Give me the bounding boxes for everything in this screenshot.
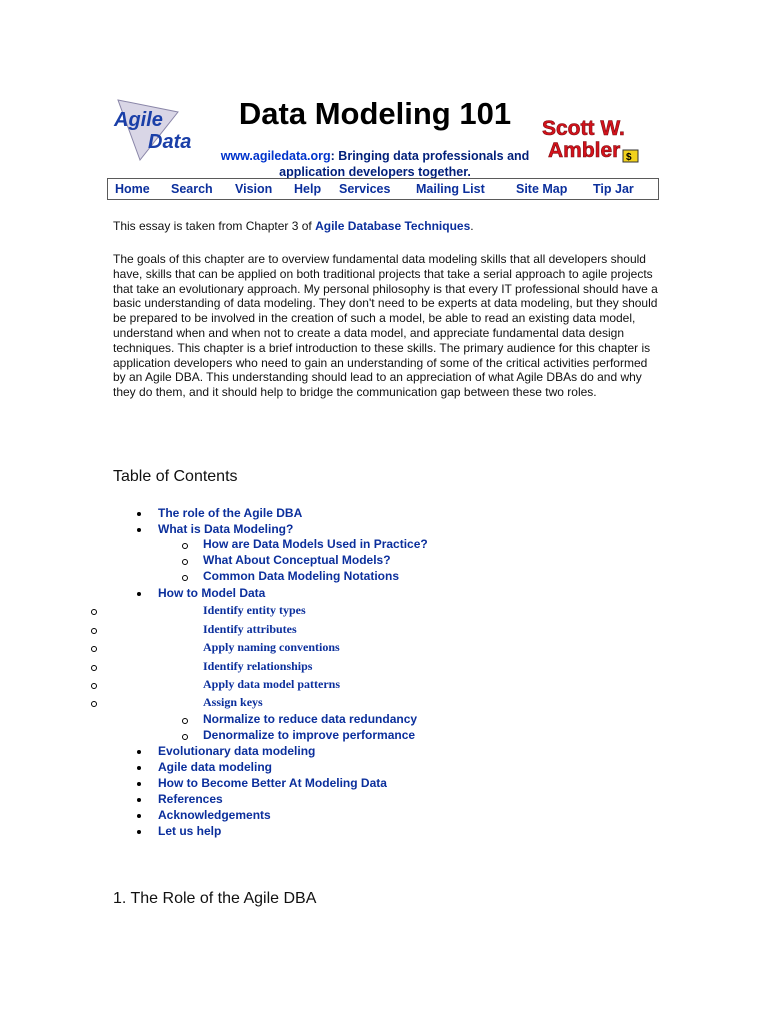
toc-item[interactable]: The role of the Agile DBA — [158, 506, 303, 520]
agile-data-logo[interactable] — [110, 98, 202, 162]
svg-text:$: $ — [626, 152, 632, 163]
logo-data-word: Data — [148, 131, 192, 153]
toc-subitem[interactable]: Denormalize to improve performance — [203, 728, 416, 742]
book-link[interactable]: Agile Database Techniques — [315, 219, 471, 233]
intro-suffix: . — [470, 219, 474, 233]
nav-search[interactable]: Search — [171, 182, 213, 196]
toc-item[interactable]: What is Data Modeling? — [158, 522, 294, 536]
bullet-icon — [137, 750, 141, 754]
toc-item[interactable]: Acknowledgements — [158, 808, 271, 822]
toc-heading: Table of Contents — [113, 468, 238, 485]
toc-item[interactable]: Agile data modeling — [158, 760, 273, 774]
nav-tip-jar[interactable]: Tip Jar — [593, 182, 634, 196]
circle-bullet-icon — [91, 701, 97, 707]
toc-item[interactable]: Evolutionary data modeling — [158, 744, 316, 758]
toc-subitem[interactable]: Identify entity types — [203, 603, 306, 617]
bullet-icon — [137, 528, 141, 532]
toc-subitem[interactable]: Apply naming conventions — [203, 640, 340, 654]
circle-bullet-icon — [91, 628, 97, 634]
toc-item[interactable]: References — [158, 792, 223, 806]
bullet-icon — [137, 830, 141, 834]
bullet-icon — [137, 766, 141, 770]
circle-bullet-icon — [182, 559, 188, 565]
nav-mailing-list[interactable]: Mailing List — [416, 182, 485, 196]
toc-item[interactable]: Let us help — [158, 824, 222, 838]
bullet-icon — [137, 782, 141, 786]
intro-line — [113, 219, 658, 235]
nav-home[interactable]: Home — [115, 182, 150, 196]
logo-ambler-word: Ambler — [548, 139, 621, 162]
dollar-sign-icon — [623, 150, 638, 163]
page-title: Data Modeling 101 — [238, 96, 512, 131]
toc-subitem[interactable]: Apply data model patterns — [203, 677, 341, 691]
section-heading: 1. The Role of the Agile DBA — [113, 890, 317, 907]
nav-services[interactable]: Services — [339, 182, 391, 196]
nav-bar — [107, 178, 659, 200]
site-link[interactable]: www.agiledata.org — [220, 149, 331, 163]
intro-prefix: This essay is taken from Chapter 3 of — [113, 219, 316, 233]
circle-bullet-icon — [91, 609, 97, 615]
circle-bullet-icon — [91, 683, 97, 689]
tagline-text: : Bringing data professionals and application developers together. — [279, 149, 530, 179]
circle-bullet-icon — [91, 665, 97, 671]
toc-subitem[interactable]: How are Data Models Used in Practice? — [203, 537, 428, 551]
toc-subitem[interactable]: Common Data Modeling Notations — [203, 569, 399, 583]
toc-subitem[interactable]: What About Conceptual Models? — [203, 553, 391, 567]
nav-help[interactable]: Help — [294, 182, 322, 196]
logo-agile-word: Agile — [114, 109, 163, 131]
scott-ambler-logo[interactable] — [538, 113, 642, 165]
toc-subitem[interactable]: Normalize to reduce data redundancy — [203, 712, 418, 726]
nav-vision[interactable]: Vision — [235, 182, 273, 196]
circle-bullet-icon — [182, 718, 188, 724]
intro-paragraph: The goals of this chapter are to overview fundamental data modeling skills that all developers should have, skills that can be applied on both traditional projects that take a serial approach to agile projects that take an evolutionary approach. My personal philosophy is that every IT professional should have a basic understanding of data modeling. They don't need to be experts at data modeling, but they should be prepared to be involved in the creation of such a model, be able to read an existing data model, understand when and when not to create a data model, and appreciate fundamental data design techniques. This chapter is a brief introduction to these skills. The primary audience for this chapter is application developers who need to gain an understanding of some of the critical activities performed by an Agile DBA. This understanding should lead to an appreciation of what Agile DBAs do and why they do them, and it should help to bridge the communication gap between these two roles. — [113, 252, 658, 400]
circle-bullet-icon — [91, 646, 97, 652]
tagline — [200, 148, 550, 180]
bullet-icon — [137, 512, 141, 516]
nav-site-map[interactable]: Site Map — [516, 182, 568, 196]
logo-scott-word: Scott W. — [542, 117, 625, 140]
toc-subitem[interactable]: Identify attributes — [203, 622, 297, 636]
circle-bullet-icon — [182, 734, 188, 740]
toc-subitem[interactable]: Identify relationships — [203, 659, 313, 673]
toc-item[interactable]: How to Model Data — [158, 586, 266, 600]
bullet-icon — [137, 798, 141, 802]
circle-bullet-icon — [182, 543, 188, 549]
toc-subitem[interactable]: Assign keys — [203, 695, 263, 709]
toc-item[interactable]: How to Become Better At Modeling Data — [158, 776, 387, 790]
bullet-icon — [137, 814, 141, 818]
bullet-icon — [137, 592, 141, 596]
circle-bullet-icon — [182, 575, 188, 581]
